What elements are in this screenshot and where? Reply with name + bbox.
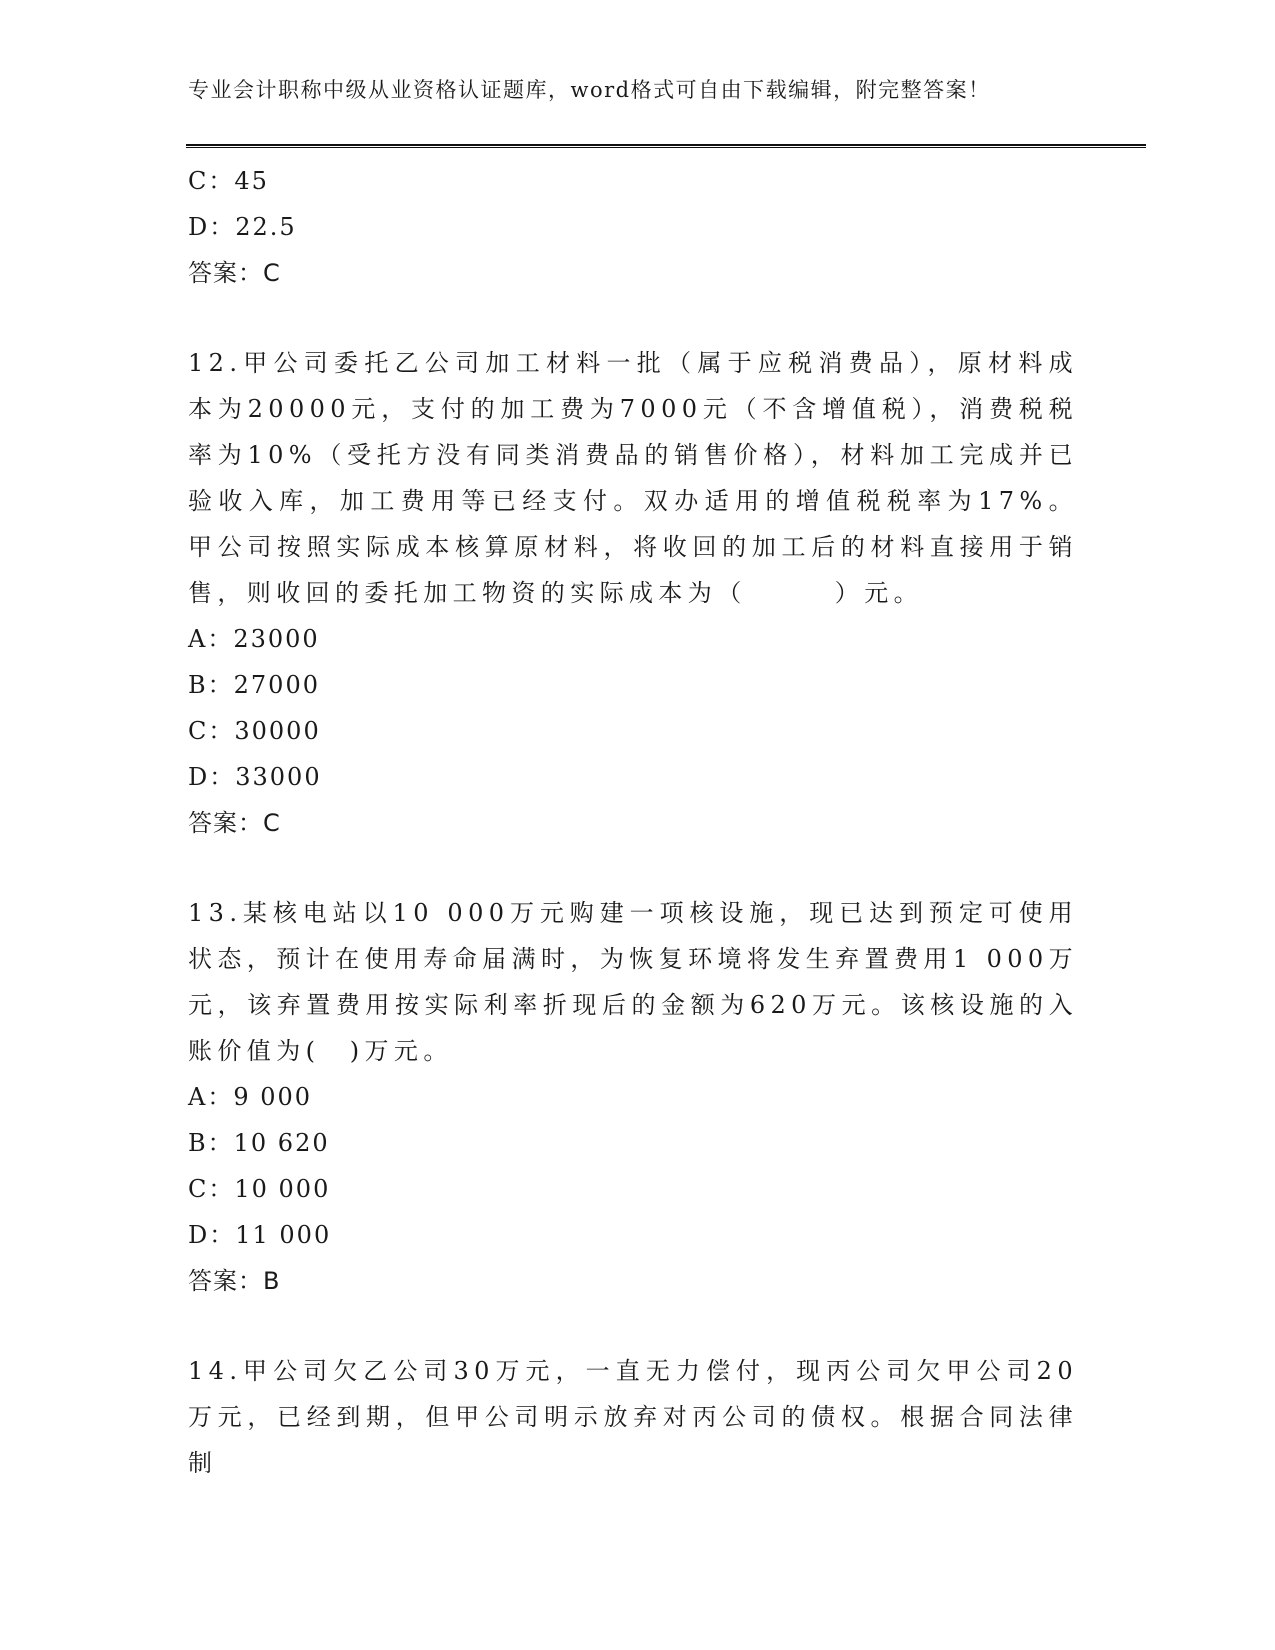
header-divider: [186, 144, 1146, 148]
question-stem: 12.甲公司委托乙公司加工材料一批（属于应税消费品），原材料成本为20000元，支付的加工费为7000元（不含增值税），消费税税率为10%（受托方没有同类消费品的销售价格），材料加工完成并已验收入库，加工费用等已经支付。双办适用的增值税税率为17%。甲公司按照实际成本核算原材料，将收回的加工后的材料直接用于销售，则收回的委托加工物资的实际成本为（ ）元。: [188, 349, 1078, 607]
option-d: D：22.5: [188, 213, 297, 241]
question-stem: 14.甲公司欠乙公司30万元，一直无力偿付，现丙公司欠甲公司20万元，已经到期，但甲公司明示放弃对丙公司的债权。根据合同法律制: [188, 1357, 1078, 1477]
question-12: [188, 340, 1088, 846]
page-header: 专业会计职称中级从业资格认证题库，word格式可自由下载编辑，附完整答案！: [188, 78, 991, 102]
option-b: B：10 620: [188, 1129, 330, 1157]
previous-question: [188, 158, 1088, 296]
option-b: B：27000: [188, 671, 320, 699]
option-d: D：33000: [188, 763, 322, 791]
option-d: D：11 000: [188, 1221, 332, 1249]
document-body: [188, 158, 1088, 1486]
option-c: C：30000: [188, 717, 321, 745]
question-14: [188, 1348, 1088, 1486]
option-a: A：9 000: [188, 1083, 313, 1111]
option-c: C：45: [188, 167, 269, 195]
option-c: C：10 000: [188, 1175, 331, 1203]
option-a: A：23000: [188, 625, 320, 653]
answer: 答案：B: [188, 1267, 281, 1295]
answer: 答案：C: [188, 809, 281, 837]
question-13: [188, 890, 1088, 1304]
answer: 答案：C: [188, 259, 281, 287]
question-stem: 13.某核电站以10 000万元购建一项核设施，现已达到预定可使用状态，预计在使用寿命届满时，为恢复环境将发生弃置费用1 000万元，该弃置费用按实际利率折现后的金额为620万元。该核设施的入账价值为( )万元。: [188, 899, 1078, 1065]
